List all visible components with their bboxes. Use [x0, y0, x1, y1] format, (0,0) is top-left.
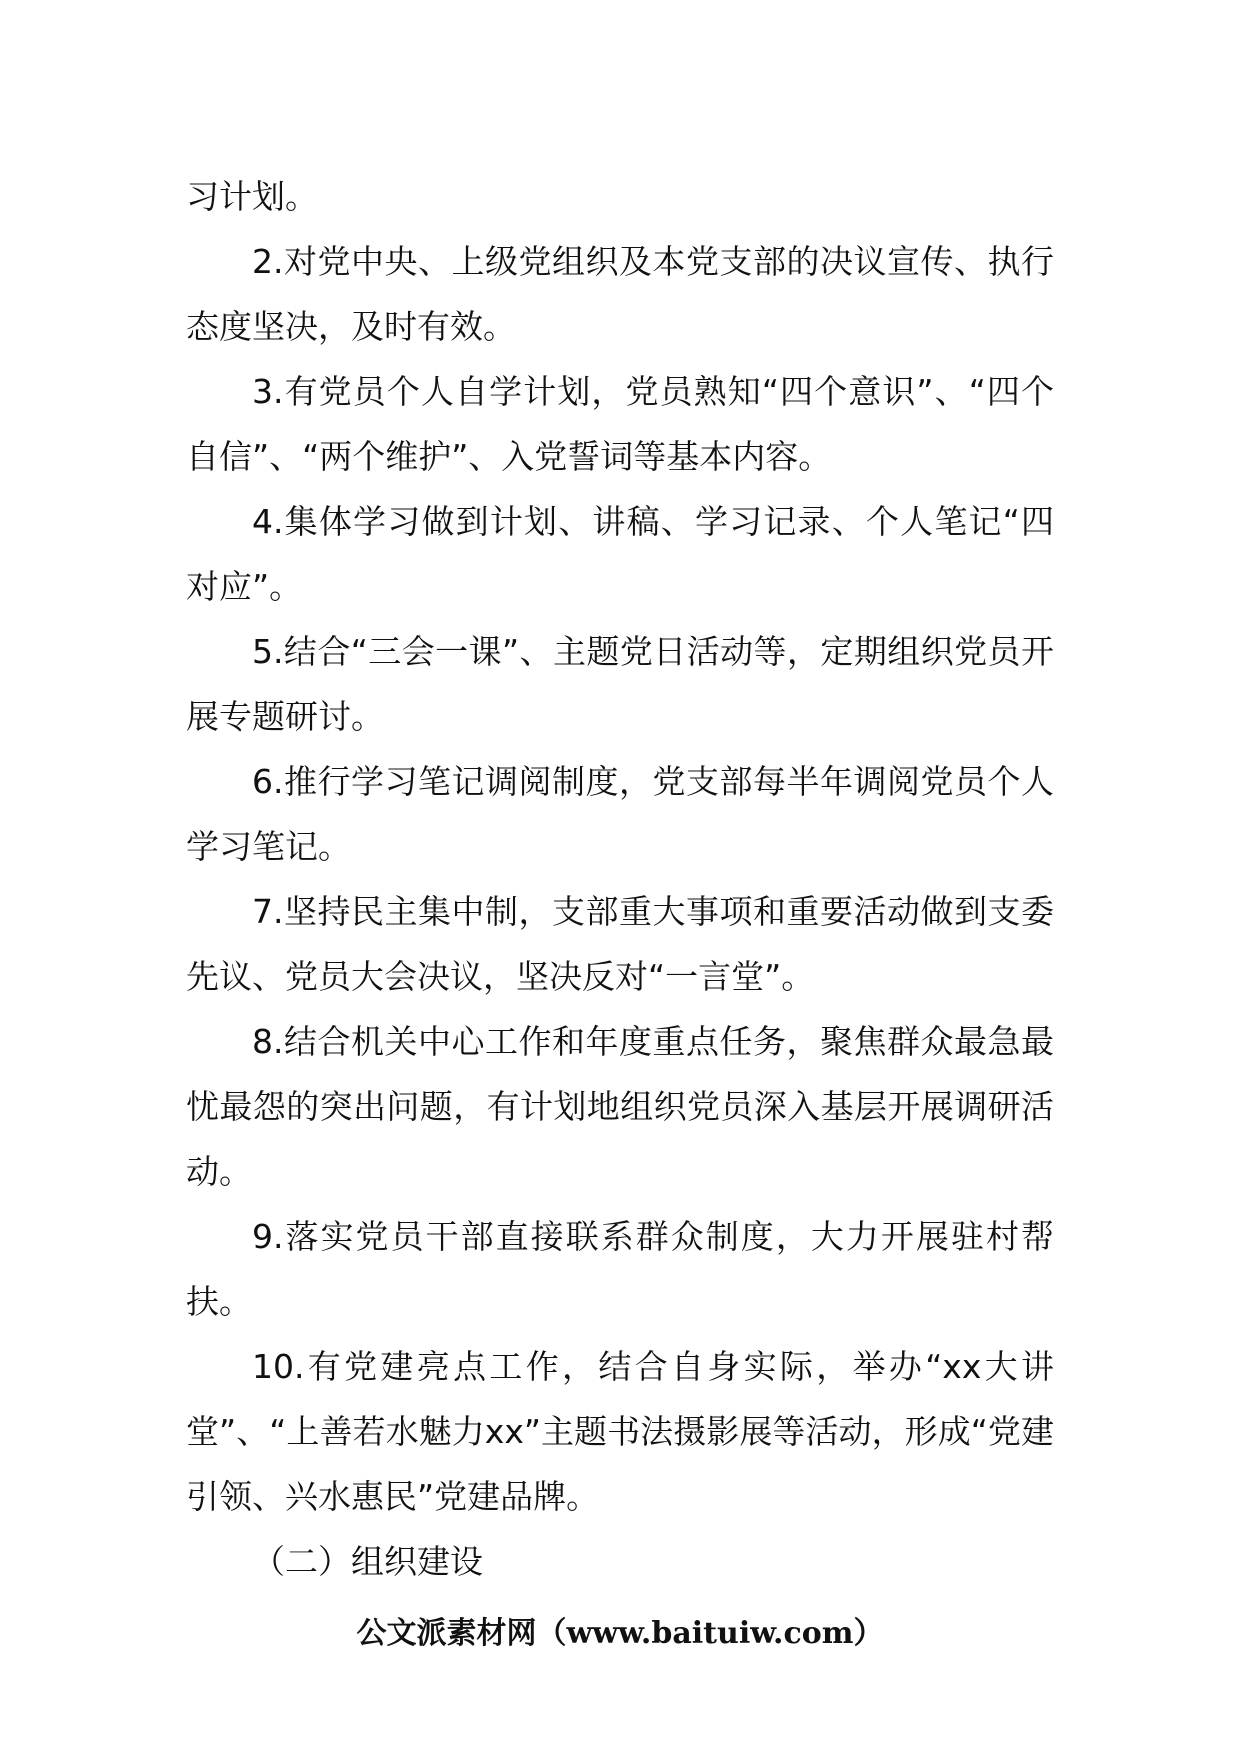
paragraph-continuation: 习计划。: [186, 177, 318, 216]
paragraph-item-2: 2.对党中央、上级党组织及本党支部的决议宣传、执行态度坚决，及时有效。: [186, 242, 1054, 346]
paragraph-item-7: 7.坚持民主集中制，支部重大事项和重要活动做到支委先议、党员大会决议，坚决反对“一言堂”。: [186, 892, 1054, 996]
footer-watermark: 公文派素材网（www.baituiw.com）: [356, 1616, 884, 1651]
paragraph-item-10: 10.有党建亮点工作，结合自身实际，举办“xx大讲堂”、“上善若水魅力xx”主题书法摄影展等活动，形成“党建引领、兴水惠民”党建品牌。: [186, 1347, 1054, 1516]
paragraph-item-5: 5.结合“三会一课”、主题党日活动等，定期组织党员开展专题研讨。: [186, 632, 1054, 736]
section-heading: （二）组织建设: [252, 1542, 483, 1581]
paragraph-item-9: 9.落实党员干部直接联系群众制度，大力开展驻村帮扶。: [186, 1217, 1054, 1321]
document-body: [186, 164, 1054, 1594]
paragraph-item-8: 8.结合机关中心工作和年度重点任务，聚焦群众最急最忧最怨的突出问题，有计划地组织党员深入基层开展调研活动。: [186, 1022, 1054, 1191]
paragraph-item-3: 3.有党员个人自学计划，党员熟知“四个意识”、“四个自信”、“两个维护”、入党誓词等基本内容。: [186, 372, 1054, 476]
paragraph-item-6: 6.推行学习笔记调阅制度，党支部每半年调阅党员个人学习笔记。: [186, 762, 1054, 866]
paragraph-item-4: 4.集体学习做到计划、讲稿、学习记录、个人笔记“四对应”。: [186, 502, 1054, 606]
